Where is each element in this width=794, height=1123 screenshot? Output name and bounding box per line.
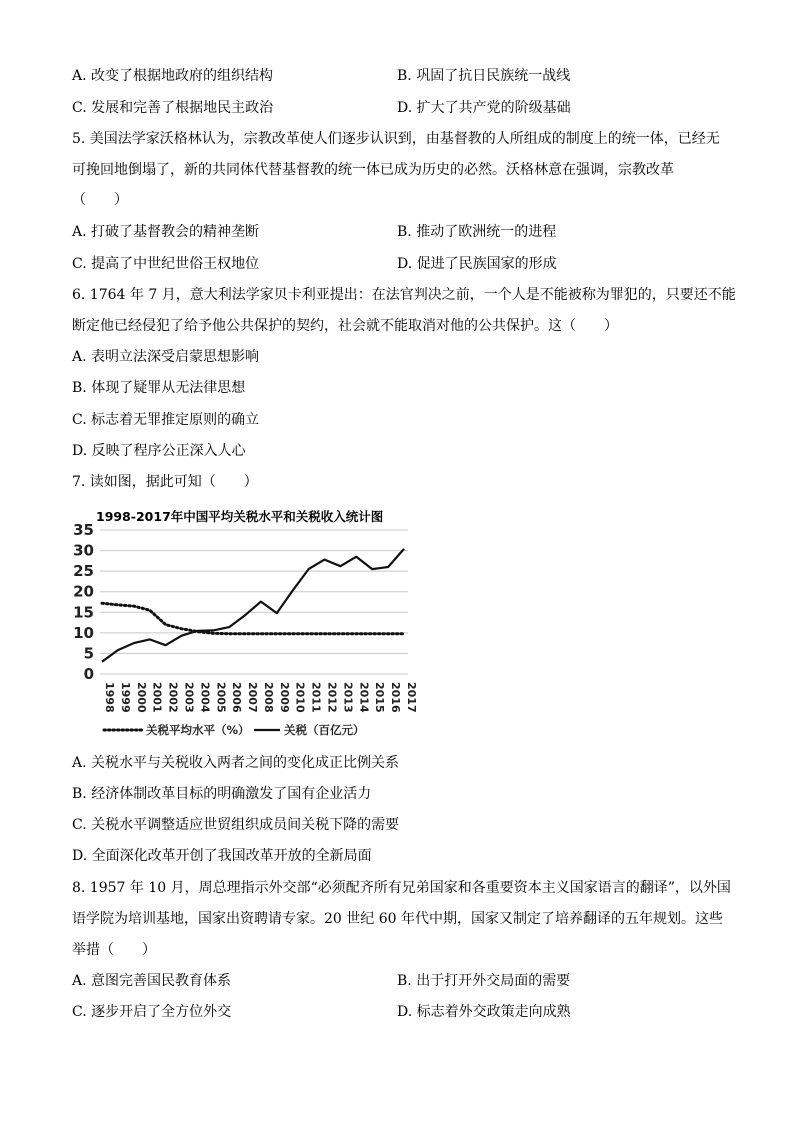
- q8-option-d: D. 标志着外交政策走向成熟: [397, 1004, 571, 1020]
- y-tick-label: 10: [73, 623, 94, 642]
- q8-option-b: B. 出于打开外交局面的需要: [397, 973, 571, 989]
- q6-stem-line-2: 断定他已经侵犯了给予他公共保护的契约，社会就不能取消对他的公共保护。这（ ）: [72, 318, 618, 334]
- x-tick-label: 2013: [341, 682, 355, 713]
- legend-label-tariff-level: 关税平均水平（%）: [146, 723, 250, 737]
- x-tick-label: 2004: [198, 682, 212, 713]
- q7-option-d: D. 全面深化改革开创了我国改革开放的全新局面: [72, 848, 372, 864]
- y-tick-label: 0: [83, 665, 94, 683]
- x-tick-label: 2001: [150, 682, 164, 713]
- series-line-tariff-revenue: [102, 549, 404, 662]
- q5-stem-line-2: 可挽回地倒塌了，新的共同体代替基督教的统一体已成为历史的必然。沃格林意在强调，宗教改革: [72, 162, 674, 178]
- q8-stem-line-1: 8. 1957 年 10 月，周总理指示外交部“必须配齐所有兄弟国家和各重要资本主义国家语言的翻译”，以外国: [72, 880, 731, 896]
- q4-option-b: B. 巩固了抗日民族统一战线: [397, 68, 571, 84]
- x-tick-label: 2008: [261, 682, 275, 713]
- x-tick-label: 1999: [118, 682, 132, 713]
- y-tick-label: 35: [73, 521, 94, 539]
- y-tick-label: 25: [73, 562, 94, 581]
- q5-option-b: B. 推动了欧洲统一的进程: [397, 224, 557, 240]
- q6-option-c: C. 标志着无罪推定原则的确立: [72, 412, 260, 428]
- q5-stem-line-3: （ ）: [72, 192, 128, 208]
- x-tick-label: 2009: [277, 682, 291, 713]
- q8-stem-line-3: 举措（ ）: [72, 942, 156, 958]
- q8-stem-line-2: 语学院为培训基地，国家出资聘请专家。20 世纪 60 年代中期，国家又制定了培养翻译的五年规划。这些: [72, 911, 723, 927]
- y-tick-label: 15: [73, 603, 94, 622]
- q7-option-b: B. 经济体制改革目标的明确激发了国有企业活力: [72, 786, 372, 802]
- x-tick-label: 2012: [325, 682, 339, 713]
- q7-option-c: C. 关税水平调整适应世贸组织成员间关税下降的需要: [72, 817, 400, 833]
- q5-option-a: A. 打破了基督教会的精神垄断: [72, 224, 260, 240]
- q8-option-a: A. 意图完善国民教育体系: [72, 973, 232, 989]
- q6-option-d: D. 反映了程序公正深入人心: [72, 443, 246, 459]
- y-tick-label: 30: [73, 541, 94, 560]
- x-tick-label: 2016: [389, 682, 403, 713]
- legend-label-tariff-revenue: 关税（百亿元）: [284, 723, 365, 737]
- q5-option-d: D. 促进了民族国家的形成: [397, 256, 557, 272]
- y-tick-label: 5: [83, 644, 94, 663]
- q5-stem-line-1: 5. 美国法学家沃格林认为，宗教改革使人们逐步认识到，由基督教的人所组成的制度上的统一体，已经无: [72, 131, 720, 147]
- x-tick-label: 2000: [134, 682, 148, 713]
- x-tick-label: 2011: [309, 682, 323, 713]
- x-tick-label: 2007: [246, 682, 260, 713]
- q8-option-c: C. 逐步开启了全方位外交: [72, 1004, 232, 1020]
- x-tick-label: 2015: [373, 682, 387, 713]
- y-tick-label: 20: [73, 582, 94, 601]
- x-tick-label: 1998: [103, 682, 116, 713]
- q4-option-d: D. 扩大了共产党的阶级基础: [397, 100, 571, 116]
- x-tick-label: 2014: [357, 682, 371, 713]
- q5-option-c: C. 提高了中世纪世俗王权地位: [72, 256, 260, 272]
- x-tick-label: 2003: [182, 682, 196, 713]
- q4-option-c: C. 发展和完善了根据地民主政治: [72, 100, 274, 116]
- chart-title: 1998-2017年中国平均关税水平和关税收入统计图: [96, 509, 384, 524]
- q6-option-a: A. 表明立法深受启蒙思想影响: [72, 349, 260, 365]
- q7-option-a: A. 关税水平与关税收入两者之间的变化成正比例关系: [72, 755, 400, 771]
- x-tick-label: 2002: [166, 682, 180, 713]
- q7-stem: 7. 读如图，据此可知（ ）: [72, 474, 258, 490]
- q6-option-b: B. 体现了疑罪从无法律思想: [72, 380, 246, 396]
- x-tick-label: 2005: [214, 682, 228, 713]
- x-tick-label: 2017: [405, 682, 418, 713]
- tariff-chart: [73, 521, 418, 747]
- q4-option-a: A. 改变了根据地政府的组织结构: [72, 68, 274, 84]
- x-tick-label: 2010: [293, 682, 307, 713]
- q6-stem-line-1: 6. 1764 年 7 月，意大利法学家贝卡利亚提出：在法官判决之前，一个人是不能被称为罪犯的，只要还不能: [72, 287, 736, 303]
- x-tick-label: 2006: [230, 682, 244, 713]
